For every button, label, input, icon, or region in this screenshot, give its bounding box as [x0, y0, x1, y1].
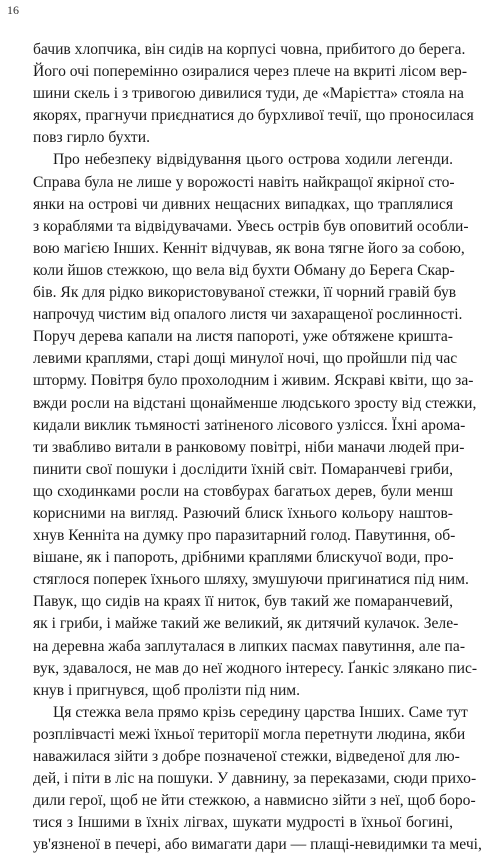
text-line: бачив хлопчика, він сидів на корпусі човна, прибитого до берега. [33, 41, 466, 58]
text-line: вук, здавалося, не мав до неї жодного інтересу. Ґанкіс злякано пис- [33, 659, 478, 677]
page-number: 16 [7, 3, 19, 17]
text-line: левими краплями, старі дощі минулої ночі, що пройшли під час [33, 350, 458, 368]
text-line: дей, і піти в ліс на пошуки. У давнину, за переказами, сюди прихо- [33, 770, 477, 788]
text-line: як і гриби, і майже такий же великий, як дитячий кулачок. Зеле- [33, 615, 459, 633]
text-line: стяглося поперек їхнього шляху, змушуючи пригинатися під ним. [33, 571, 469, 589]
text-line: вішане, як і папороть, дрібними краплями блискучої води, про- [33, 549, 454, 567]
text-line: ти звабливо витали в ранковому повітрі, ніби маначи людей при- [33, 438, 465, 456]
paragraph [33, 702, 482, 856]
text-line: тися з Іншими в їхніх лігвах, шукати мудрості в їхньої богині, [33, 814, 453, 832]
text-line: що сходинками росли на стовбурах багатьох дерев, були менш [33, 482, 453, 500]
text-line: дили герої, щоб не йти стежкою, а навмисно зійти з неї, щоб боро- [33, 792, 476, 810]
paragraph [33, 61, 474, 149]
text-line: шини скель і з тривогою дивилися туди, де «Марієтта» стояла на [33, 85, 464, 103]
text-line: розплівчасті межі їхньої території могла перетнути людина, якби [33, 725, 466, 743]
text-line: ув'язненої в печері, або вимагати дари — плащі-невидимки та мечі, [33, 836, 482, 854]
text-line: шторму. Повітря було прохолодним і живим. Яскраві квіти, що за- [33, 372, 474, 390]
text-line: янки на острові чи дивних нещасних випадках, що траплялися [33, 195, 453, 213]
text-line: кнув і пригнувся, щоб пролізти під ним. [33, 681, 301, 699]
text-line: корисними на вигляд. Разючий блиск їхнього кольору наштов- [33, 504, 453, 522]
text-line: з кораблями та відвідувачами. Увесь острів був оповитий особли- [33, 217, 469, 235]
paragraph [33, 39, 466, 61]
text-line: коли йшов стежкою, що вела від бухти Обману до Берега Скар- [33, 261, 455, 279]
text-line: вою магією Інших. Кенніт відчував, як вона тягне його за собою, [33, 239, 465, 257]
text-line: хнув Кенніта на думку про паразитарний голод. Павутиння, об- [33, 527, 456, 545]
text-line: наважилася зійти з добре позначеної стежки, відведеної для лю- [33, 748, 460, 765]
body-text [33, 39, 482, 856]
text-line: напрочуд чистим від опалого листя чи захаращеної рослинності. [33, 306, 463, 324]
text-line: Павук, що сидів на краях її ниток, був такий же помаранчевий, [33, 593, 453, 611]
paragraph [33, 149, 478, 701]
text-line: бів. Як для рідко використовуваної стежки, її чорний гравій був [33, 284, 457, 302]
text-line: на деревна жаба заплуталася в липких пасмах павутиння, але па- [33, 637, 466, 655]
text-line: Поруч дерева капали на листя папороті, уже обтяжене кришта- [33, 328, 453, 346]
text-line: кидали виклик тьмяності затіненого лісового узлісся. Їхні арома- [33, 416, 466, 434]
text-line: вжди росли на відстані щонайменше людського зросту від стежки, [33, 394, 477, 412]
text-line: Справа була не лише у ворожості навіть найкращої якірної сто- [33, 173, 455, 191]
text-line: Його очі поперемінно озиралися через плече на вкриті лісом вер- [33, 63, 468, 81]
text-line: якорях, прагнучи приєднатися до бурхливої течії, що проносилася [33, 107, 474, 125]
text-line: пинити свої пошуки і дослідити їхній світ. Помаранчеві гриби, [33, 460, 453, 478]
text-line: повз гирло бухти. [33, 129, 150, 147]
text-line: Ця стежка вела прямо крізь середину царства Інших. Саме тут [53, 703, 468, 721]
text-line: Про небезпеку відвідування цього острова ходили легенди. [53, 151, 453, 169]
